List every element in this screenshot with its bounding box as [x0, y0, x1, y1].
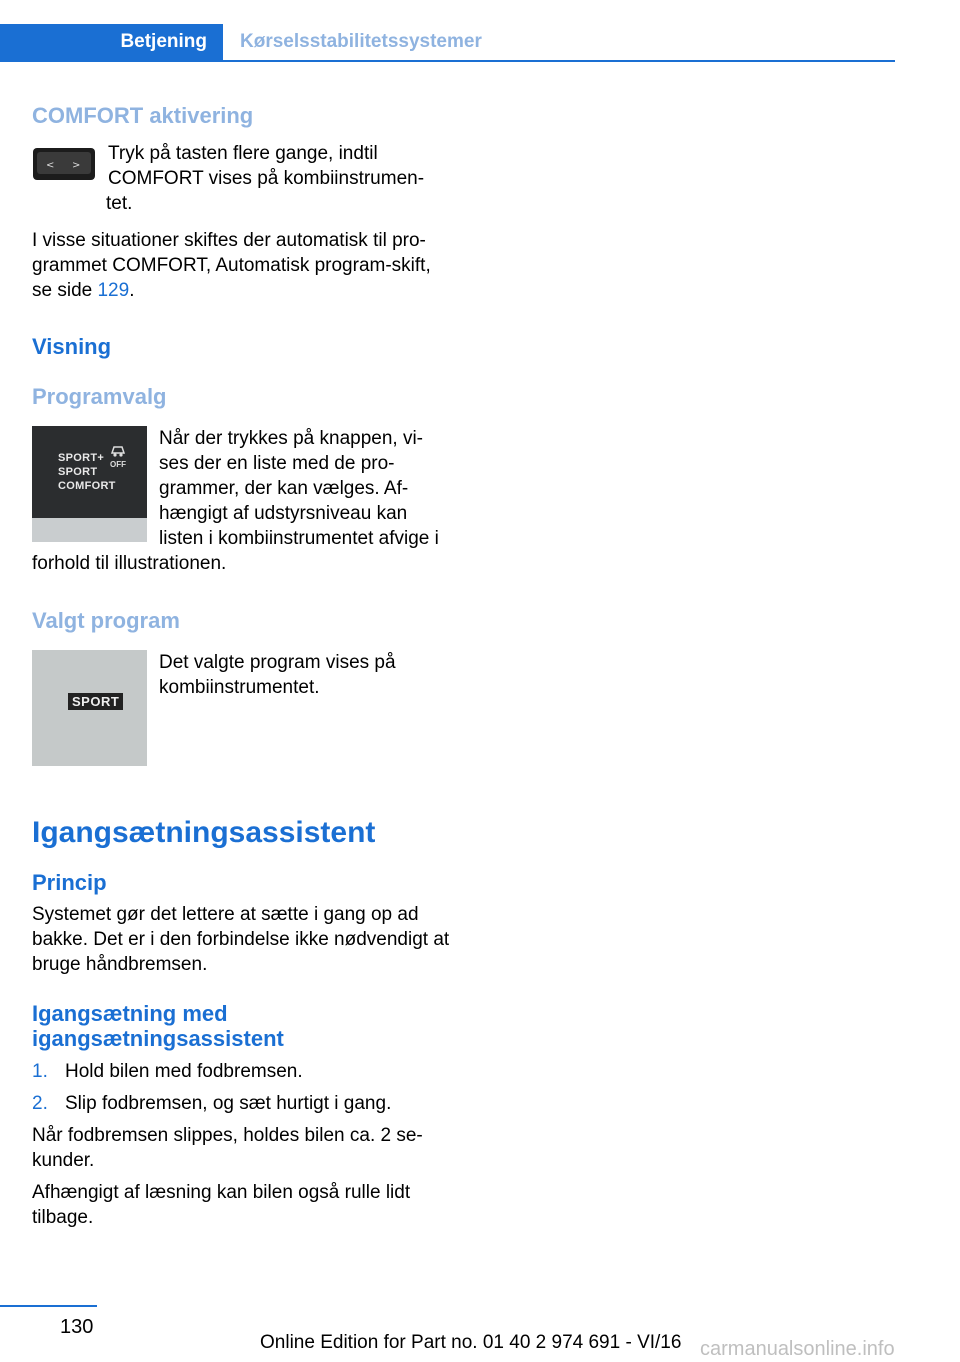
step-number: 2. [32, 1093, 48, 1114]
med-heading-line2: igangsætningsassistent [32, 1026, 284, 1051]
page-number: 130 [60, 1316, 94, 1338]
comfort-section [32, 103, 450, 303]
figure-line-sport: SPORT [58, 466, 98, 478]
program-list-figure [32, 426, 147, 542]
comfort-heading: COMFORT aktivering [32, 103, 254, 128]
section-tab: Kørselsstabilitetssystemer [240, 31, 482, 52]
comfort-para-text: I visse situationer skiftes der automatisk til pro-grammet COMFORT, Automatisk program-skift, se side [32, 230, 431, 301]
visning-section [32, 334, 450, 360]
sport-badge: SPORT [68, 693, 123, 710]
traction-icon [108, 440, 128, 460]
princip-text: Systemet gør det lettere at sætte i gang op ad bakke. Det er i den forbindelse ikke nødvendigt at bruge håndbremsen. [32, 904, 450, 975]
programvalg-section [32, 384, 450, 576]
valgt-section [32, 608, 450, 766]
programvalg-text: Når der trykkes på knappen, vi-ses der en liste med de pro-grammer, der kan vælges. Af-hængigt af udstyrsniveau kan listen i kombiinstrumentet afvige i forhold til illustrationen. [32, 428, 439, 574]
med-heading-line1: Igangsætning med [32, 1001, 228, 1026]
step-text: Slip fodbremsen, og sæt hurtigt i gang. [65, 1093, 392, 1114]
page-header [0, 24, 895, 62]
chapter-tab: Betjening [0, 24, 223, 60]
note-release: Når fodbremsen slippes, holdes bilen ca. 2 se-kunder. [32, 1125, 423, 1171]
figure-line-comfort: COMFORT [58, 480, 116, 492]
selected-program-figure [32, 650, 147, 766]
comfort-intro: Tryk på tasten flere gange, indtil COMFORT vises på kombiinstrumen-tet. [106, 143, 425, 214]
valgt-heading: Valgt program [32, 608, 180, 633]
page-link-129[interactable]: 129 [97, 280, 130, 301]
princip-heading: Princip [32, 870, 107, 895]
comfort-paragraph [32, 228, 450, 303]
med-heading [32, 1001, 450, 1051]
programvalg-heading: Programvalg [32, 384, 167, 409]
svg-text:<: < [46, 160, 55, 171]
step-number: 1. [32, 1061, 48, 1082]
visning-heading: Visning [32, 334, 112, 359]
valgt-text: Det valgte program vises på kombiinstrumentet. [159, 652, 396, 698]
step-text: Hold bilen med fodbremsen. [65, 1061, 303, 1082]
igang-section [32, 816, 450, 1230]
comfort-para-end: . [129, 280, 135, 301]
footer-rule [0, 1305, 97, 1307]
header-rule [0, 60, 895, 62]
figure-line-sport-plus: SPORT+ [58, 452, 105, 464]
toggle-button-icon [32, 147, 96, 181]
off-label: OFF [110, 460, 126, 469]
edition-text: Online Edition for Part no. 01 40 2 974 691 - VI/16 [260, 1332, 682, 1353]
svg-text:>: > [72, 160, 81, 171]
list-item [32, 1059, 450, 1084]
list-item [32, 1091, 450, 1116]
watermark: carmanualsonline.info [700, 1338, 895, 1360]
note-load: Afhængigt af læsning kan bilen også rulle lidt tilbage. [32, 1182, 411, 1228]
steps-list [32, 1059, 450, 1116]
igang-title: Igangsætningsassistent [32, 816, 376, 849]
figure-band [32, 518, 147, 542]
